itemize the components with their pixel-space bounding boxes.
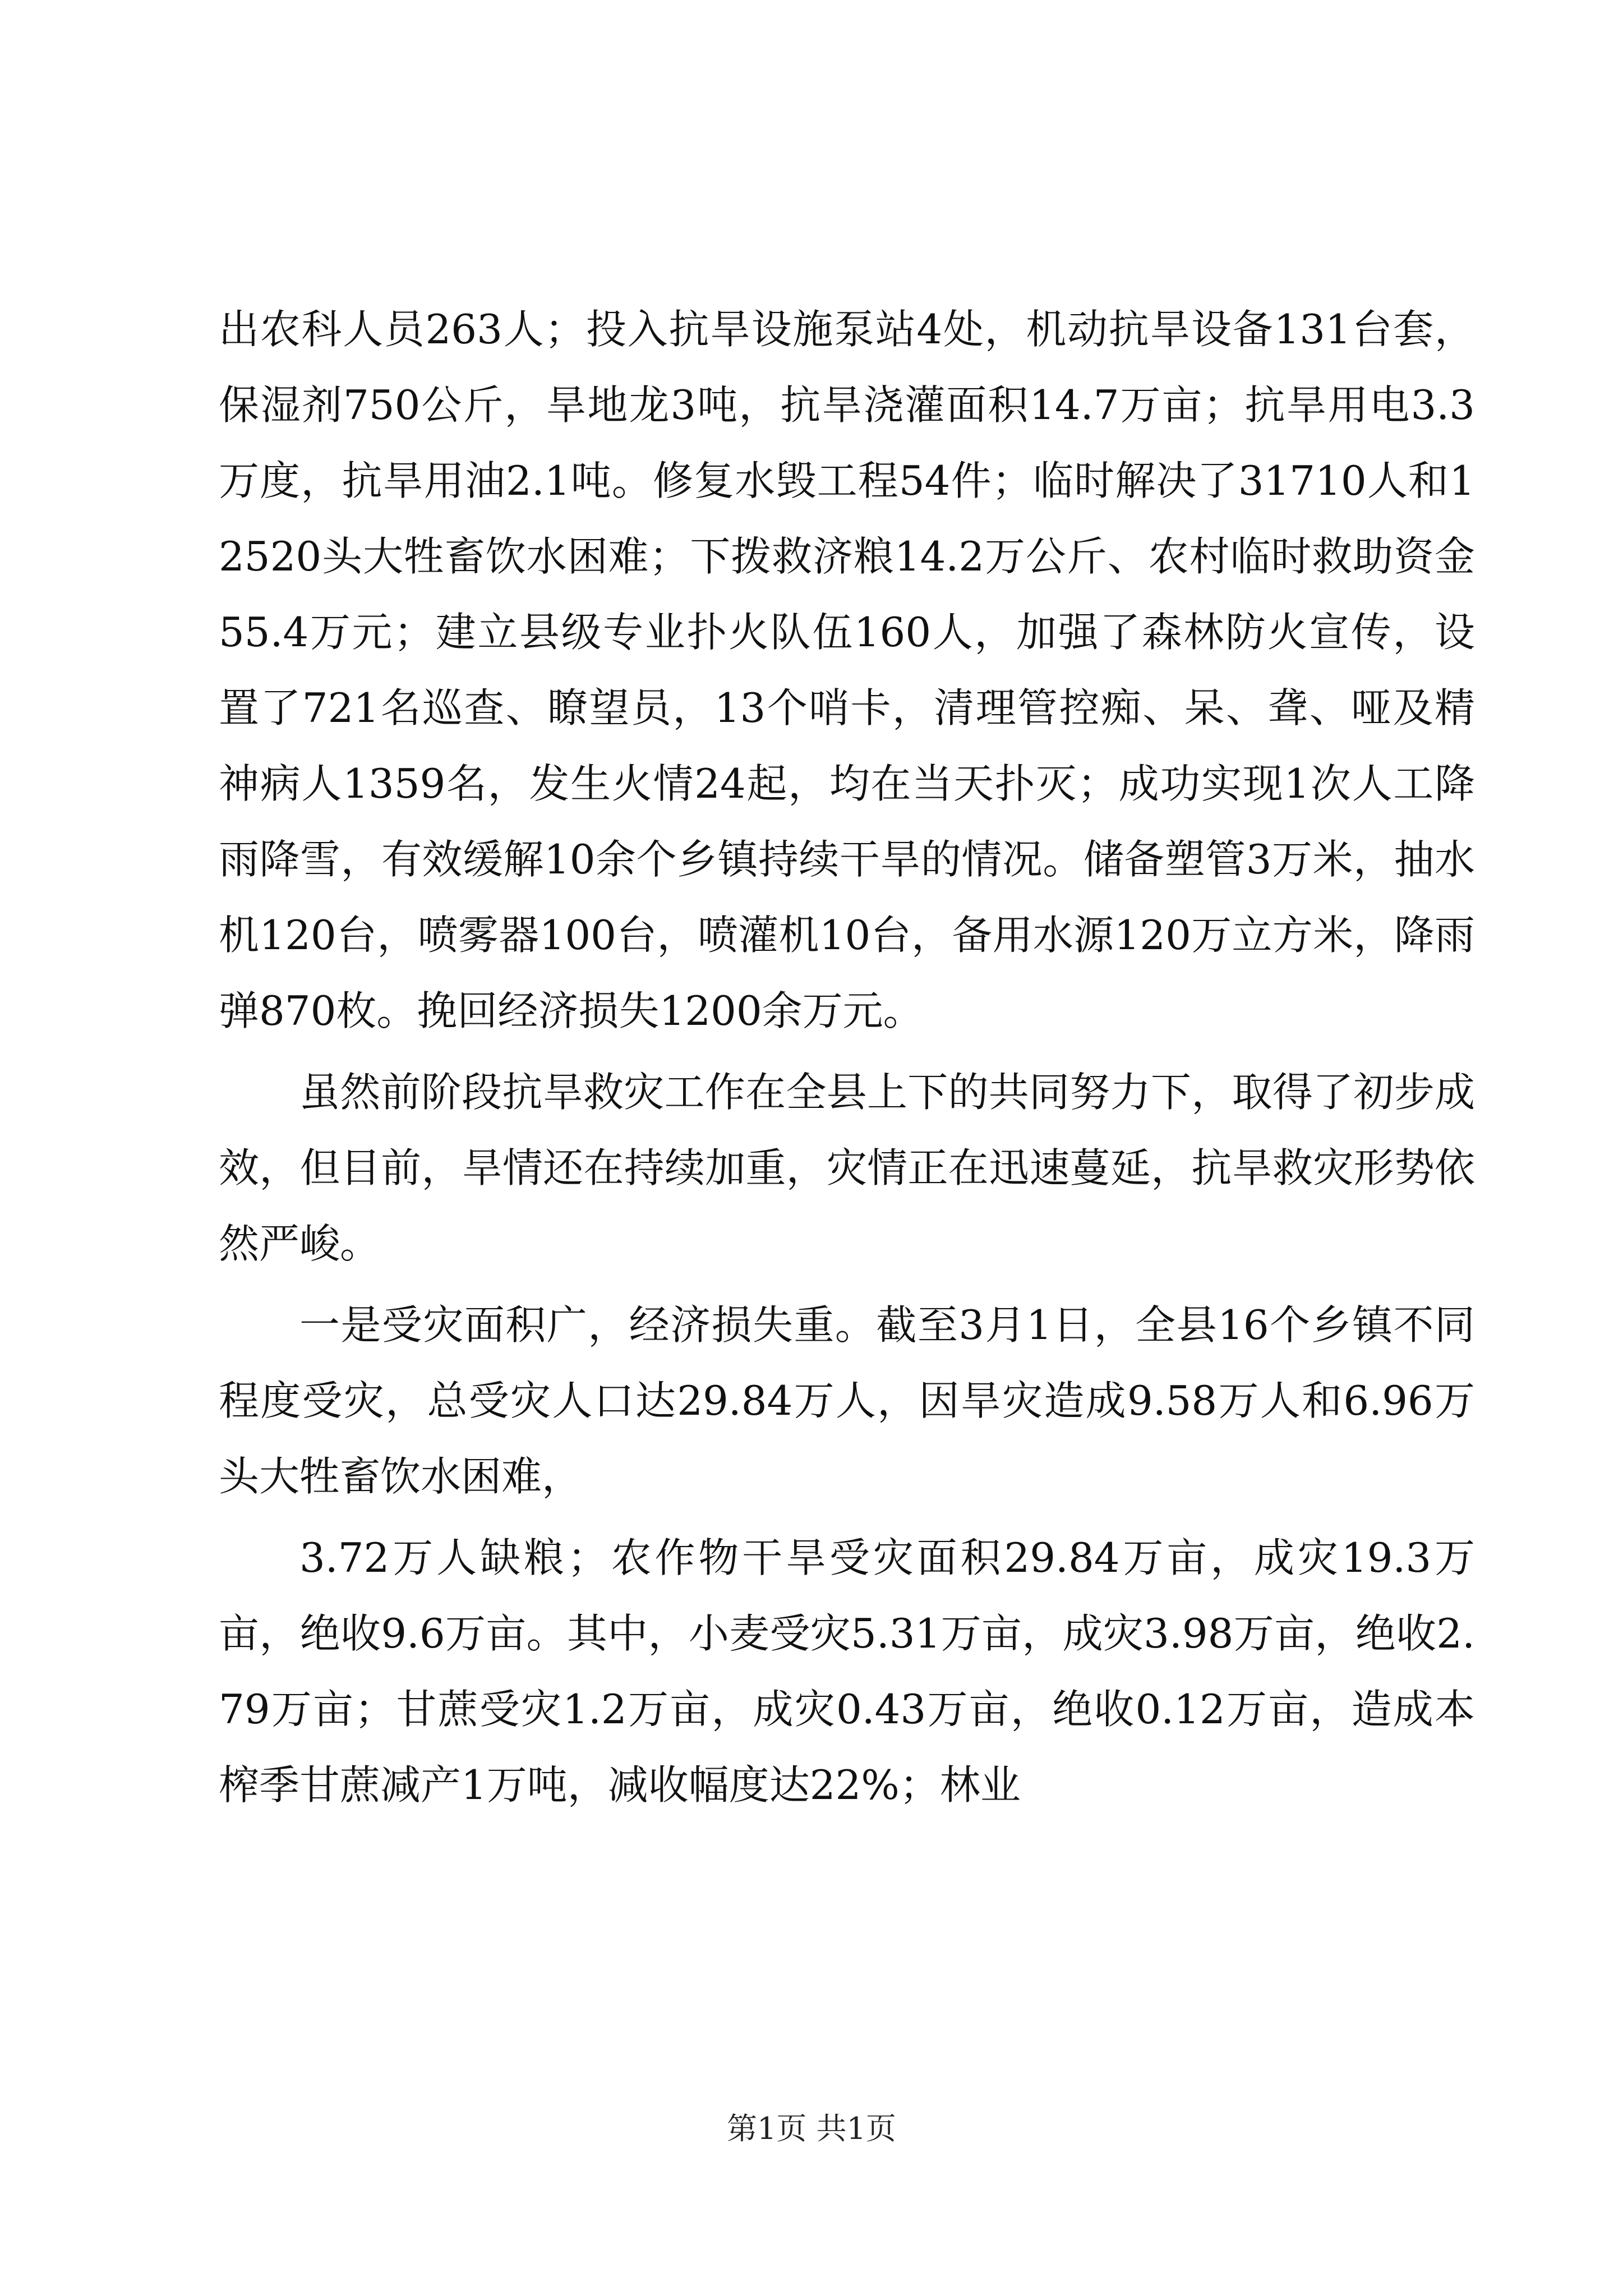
paragraph-2: 虽然前阶段抗旱救灾工作在全县上下的共同努力下，取得了初步成效，但目前，旱情还在持续加重，灾情正在迅速蔓延，抗旱救灾形势依然严峻。 (219, 1069, 1475, 1267)
page-footer: 第1页 共1页 (727, 2111, 896, 2146)
paragraph-4: 3.72万人缺粮；农作物干旱受灾面积29.84万亩，成灾19.3万亩，绝收9.6万亩。其中，小麦受灾5.31万亩，成灾3.98万亩，绝收2.79万亩；甘蔗受灾1.2万亩，成灾0.43万亩，绝收0.12万亩，造成本榨季甘蔗减产1万吨，减收幅度达22%；林业 (219, 1534, 1475, 1809)
paragraph-3: 一是受灾面积广，经济损失重。截至3月1日，全县16个乡镇不同程度受灾，总受灾人口达29.84万人，因旱灾造成9.58万人和6.96万头大牲畜饮水困难， (219, 1301, 1475, 1500)
paragraph-1: 出农科人员263人；投入抗旱设施泵站4处，机动抗旱设备131台套，保湿剂750公斤，旱地龙3吨，抗旱浇灌面积14.7万亩；抗旱用电3.3万度，抗旱用油2.1吨。修复水毁工程54件；临时解决了31710人和12520头大牲畜饮水困难；下拨救济粮14.2万公斤、农村临时救助资金55.4万元；建立县级专业扑火队伍160人，加强了森林防火宣传，设置了721名巡查、瞭望员，13个哨卡，清理管控痴、呆、聋、哑及精神病人1359名，发生火情24起，均在当天扑灭；成功实现1次人工降雨降雪，有效缓解10余个乡镇持续干旱的情况。储备塑管3万米，抽水机120台，喷雾器100台，喷灌机10台，备用水源120万立方米，降雨弹870枚。挽回经济损失1200余万元。 (219, 306, 1475, 1034)
document-body (219, 292, 1475, 1829)
